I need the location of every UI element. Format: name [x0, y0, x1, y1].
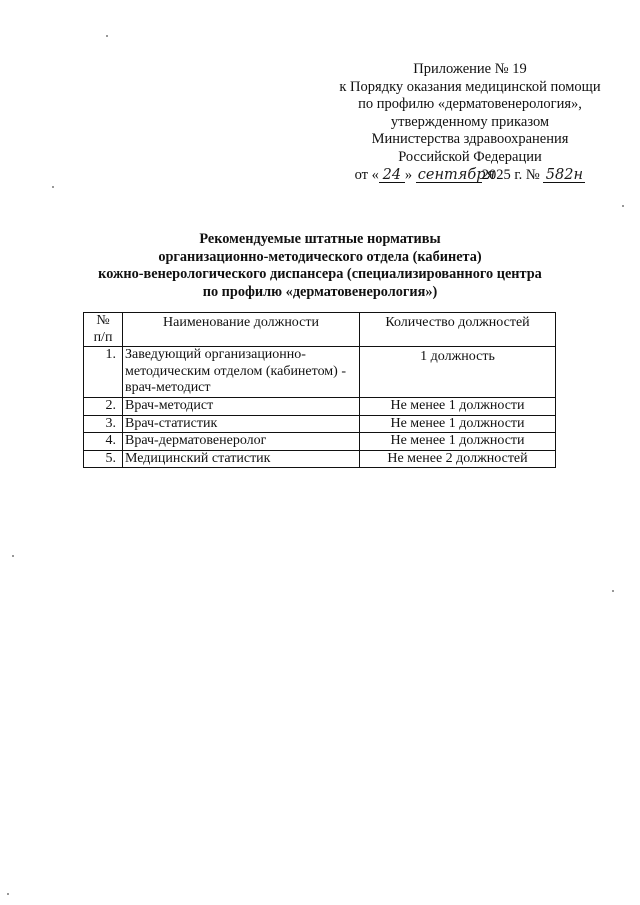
scan-speck	[7, 893, 9, 895]
scan-speck	[612, 590, 614, 592]
date-month-handwritten: сентября	[417, 166, 496, 183]
scan-speck	[12, 555, 14, 557]
row-count: Не менее 2 должностей	[360, 450, 556, 468]
row-name: Медицинский статистик	[123, 450, 360, 468]
table-row	[84, 450, 556, 468]
row-name: Врач-методист	[123, 398, 360, 416]
document-title	[90, 231, 550, 301]
title-line: организационно-методического отдела (кабинета)	[158, 248, 482, 265]
table-row	[84, 415, 556, 433]
appendix-line: Российской Федерации	[398, 148, 542, 165]
date-day-handwritten: 24	[379, 169, 405, 183]
row-count-text: 1 должность	[420, 349, 495, 364]
appendix-number: Приложение № 19	[413, 61, 527, 77]
row-name-line: методическим отделом (кабинетом) -	[125, 363, 346, 379]
appendix-line: утвержденному приказом	[390, 113, 550, 130]
scan-speck	[106, 35, 108, 37]
table-row	[84, 433, 556, 451]
row-num: 3.	[84, 415, 123, 433]
date-mid: »	[404, 166, 413, 183]
appendix-line: к Порядку оказания медицинской помощи	[339, 78, 601, 95]
row-num: 4.	[84, 433, 123, 451]
row-num: 2.	[84, 398, 123, 416]
row-count: Не менее 1 должности	[360, 433, 556, 451]
title-line: Рекомендуемые штатные нормативы	[199, 231, 441, 247]
title-line: по профилю «дерматовенерология»)	[202, 283, 438, 300]
header-num-line2: п/п	[93, 329, 113, 345]
table-row	[84, 347, 556, 398]
date-prefix: от «	[354, 166, 379, 183]
scan-speck	[52, 186, 54, 188]
header-name-text: Наименование должности	[163, 315, 319, 330]
header-count-text: Количество должностей	[385, 315, 530, 330]
scan-speck	[622, 205, 624, 207]
header-num-line1: №	[96, 313, 110, 328]
row-name-line: Заведующий организационно-	[125, 347, 306, 362]
header-num	[84, 313, 123, 347]
row-num: 5.	[84, 450, 123, 468]
row-count	[360, 347, 556, 398]
row-name	[123, 347, 360, 398]
date-year: 2025 г. №	[481, 166, 540, 183]
title-line: кожно-венерологического диспансера (специализированного центра	[98, 266, 542, 282]
order-number-handwritten: 582н	[543, 169, 585, 183]
table-header-row	[84, 313, 556, 347]
row-num: 1.	[84, 347, 123, 398]
row-name-line: врач-методист	[125, 380, 211, 395]
header-name	[123, 313, 360, 347]
header-count	[360, 313, 556, 347]
row-name: Врач-статистик	[123, 415, 360, 433]
table-row	[84, 398, 556, 416]
appendix-block	[320, 61, 620, 184]
row-count: Не менее 1 должности	[360, 415, 556, 433]
staff-table	[83, 312, 556, 468]
appendix-line: по профилю «дерматовенерология»,	[358, 96, 582, 113]
appendix-line: Министерства здравоохранения	[371, 131, 569, 148]
row-name: Врач-дерматовенеролог	[123, 433, 360, 451]
row-count: Не менее 1 должности	[360, 398, 556, 416]
order-date-line	[320, 167, 620, 185]
